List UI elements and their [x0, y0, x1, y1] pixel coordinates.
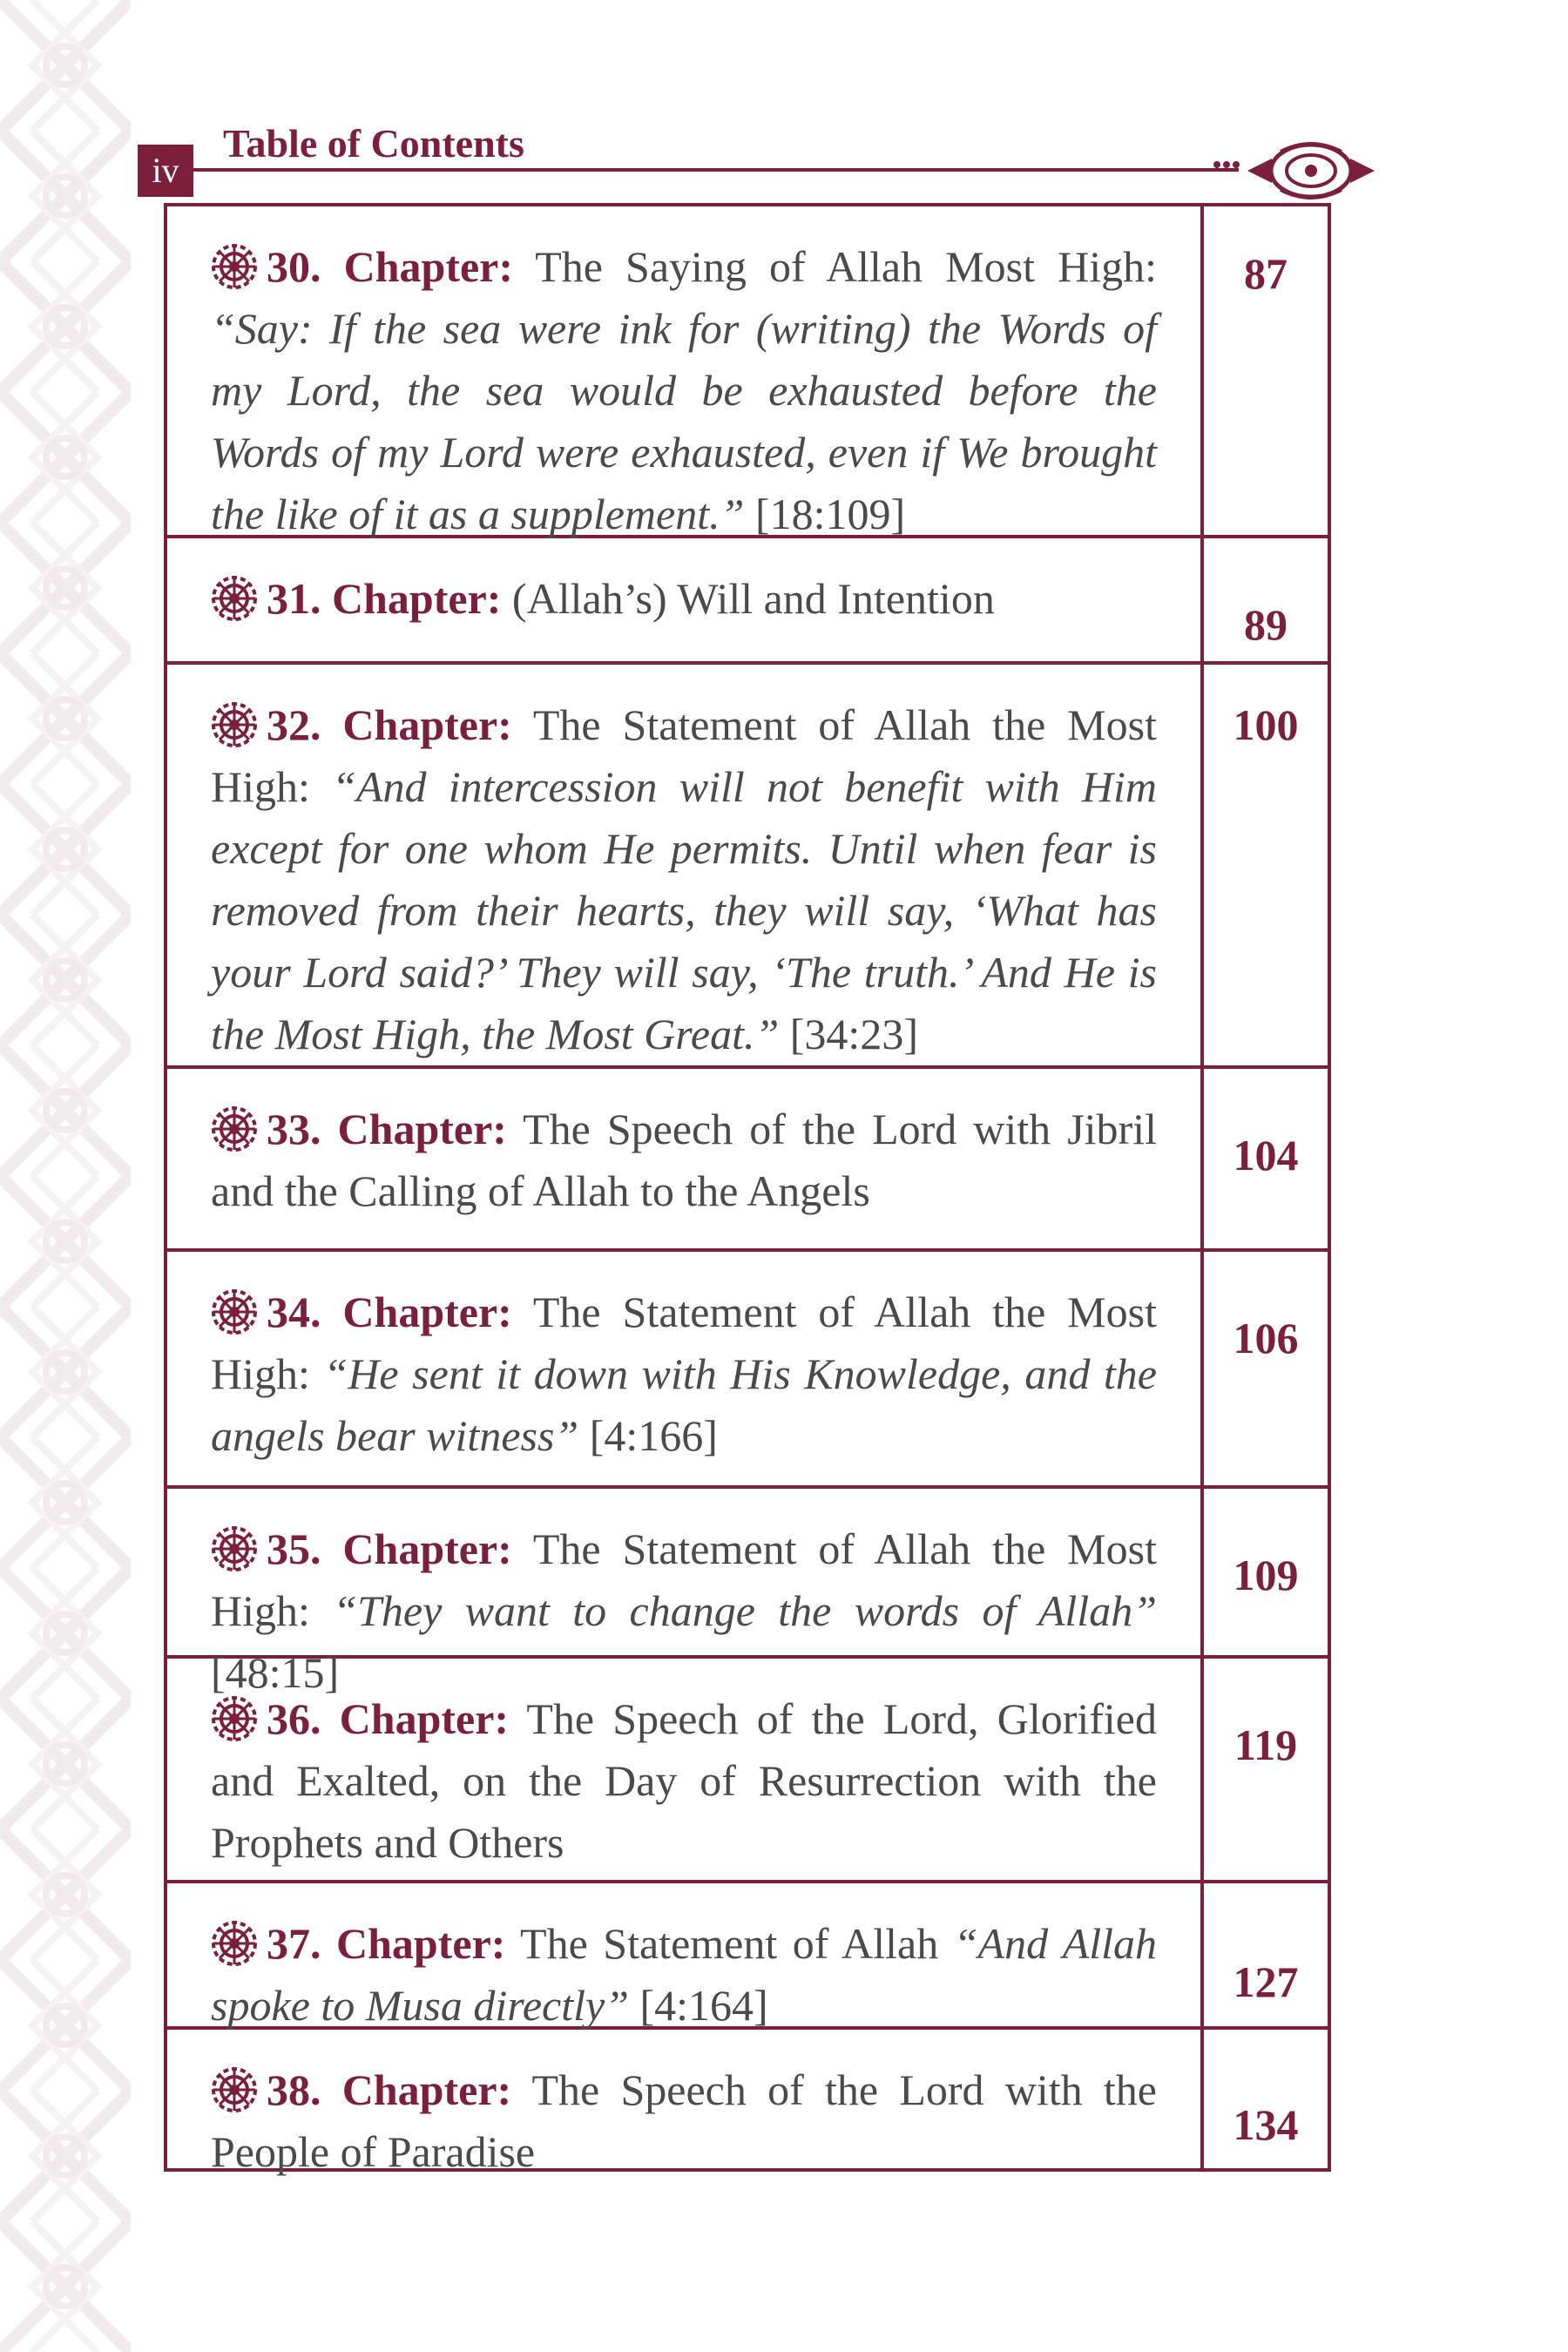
toc-row[interactable] [167, 206, 1328, 538]
chapter-number: 31. [267, 574, 321, 623]
toc-row[interactable] [167, 1252, 1328, 1489]
toc-entry-title [167, 1883, 1204, 2030]
chapter-reference: [4:166] [589, 1411, 718, 1460]
chapter-reference: [4:164] [639, 1981, 768, 2030]
chapter-number: 35. [267, 1524, 321, 1573]
page-number: 100 [1233, 700, 1299, 749]
toc-page-cell [1204, 538, 1328, 661]
toc-row[interactable] [167, 1069, 1328, 1252]
flower-ornament-icon [211, 1105, 258, 1152]
chapter-quote: “Say: If the sea were ink for (writing) the Words of my Lord, the sea would be exhausted before the Words of my Lord were exhausted, even if We brought the like of it as a supplement.” [211, 304, 1157, 538]
page-title: Table of Contents [223, 121, 524, 166]
chapter-reference: [48:15] [211, 1648, 340, 1697]
header-ornament-icon [1246, 139, 1376, 202]
toc-entry-title [167, 1069, 1204, 1248]
chapter-number: 37. [267, 1919, 321, 1968]
flower-ornament-icon [211, 701, 258, 748]
flower-ornament-icon [211, 243, 258, 290]
chapter-text: The Saying of Allah Most High: [535, 242, 1157, 291]
chapter-label: Chapter: [341, 2065, 512, 2114]
toc-entry-title [167, 1659, 1204, 1880]
toc-row[interactable] [167, 1489, 1328, 1697]
toc-row[interactable] [167, 2030, 1328, 2176]
chapter-number: 34. [267, 1288, 321, 1336]
toc-page-cell [1204, 206, 1328, 535]
chapter-label: Chapter: [342, 1524, 512, 1573]
toc-entry-title [167, 1252, 1204, 1485]
toc-entry-title [167, 206, 1204, 538]
header-divider [193, 168, 1239, 172]
page-number: 87 [1244, 249, 1288, 298]
flower-ornament-icon [211, 1920, 258, 1967]
flower-ornament-icon [211, 2066, 258, 2113]
toc-entry-title [167, 665, 1204, 1065]
toc-row[interactable] [167, 538, 1328, 665]
chapter-quote: “They want to change the words of Allah” [333, 1586, 1157, 1635]
chapter-label: Chapter: [336, 1919, 506, 1968]
flower-ornament-icon [211, 1695, 258, 1742]
chapter-text: The Statement of Allah the Most High: [211, 1524, 1157, 1635]
page-number: 104 [1233, 1131, 1299, 1179]
chapter-reference: [34:23] [789, 1010, 918, 1058]
toc-page-cell [1204, 1069, 1328, 1248]
toc-row[interactable] [167, 665, 1328, 1069]
toc-table [164, 203, 1331, 2176]
page-number: 119 [1233, 1720, 1298, 1769]
toc-entry-title [167, 1489, 1204, 1697]
toc-row[interactable] [167, 1659, 1328, 1883]
flower-ornament-icon [211, 1288, 258, 1335]
chapter-label: Chapter: [343, 242, 514, 291]
toc-page-cell [1204, 1489, 1328, 1655]
chapter-quote: “And Allah spoke to Musa directly” [211, 1919, 1158, 2030]
chapter-label: Chapter: [342, 700, 512, 749]
chapter-number: 38. [267, 2065, 321, 2114]
chapter-text: The Statement of Allah the Most High: [211, 700, 1157, 811]
toc-page-cell [1204, 1252, 1328, 1485]
chapter-text: The Statement of Allah [520, 1919, 939, 1968]
chapter-text: The Speech of the Lord with the People of Paradise [211, 2065, 1157, 2176]
toc-entry-title [167, 2030, 1204, 2176]
decorative-border-pattern [0, 0, 131, 2352]
chapter-number: 36. [267, 1694, 321, 1743]
chapter-reference: [18:109] [754, 490, 906, 538]
toc-page-cell [1204, 2030, 1328, 2168]
chapter-number: 30. [267, 242, 321, 291]
chapter-quote: “He sent it down with His Knowledge, and the angels bear witness” [211, 1349, 1158, 1460]
chapter-label: Chapter: [342, 1288, 512, 1336]
page-number: 127 [1233, 1957, 1299, 2006]
chapter-number: 32. [267, 700, 321, 749]
page-number: 89 [1244, 600, 1288, 649]
chapter-number: 33. [267, 1105, 321, 1153]
toc-page-cell [1204, 1883, 1328, 2026]
chapter-text: The Speech of the Lord with Jibril and the Calling of Allah to the Angels [211, 1105, 1157, 1215]
toc-entry-title [167, 538, 1204, 661]
header-dots-ornament [1213, 159, 1247, 170]
chapter-label: Chapter: [337, 1105, 507, 1153]
page-number: 134 [1233, 2100, 1299, 2149]
flower-ornament-icon [211, 575, 258, 622]
chapter-text: The Statement of Allah the Most High: [211, 1288, 1157, 1398]
toc-page-cell [1204, 665, 1328, 1065]
page-number: 109 [1233, 1551, 1299, 1599]
page-number: 106 [1233, 1314, 1299, 1362]
chapter-text: (Allah’s) Will and Intention [511, 574, 995, 623]
page-number-badge: iv [138, 145, 193, 197]
toc-page-cell [1204, 1659, 1328, 1880]
toc-row[interactable] [167, 1883, 1328, 2030]
chapter-quote: “And intercession will not benefit with Him except for one whom He permits. Until when fear is removed from their hearts, they will say, ‘What has your Lord said?’ They will say, ‘The truth.’ And He is the Most High, the Most Great.” [211, 762, 1157, 1058]
chapter-label: Chapter: [332, 574, 502, 623]
chapter-text: The Speech of the Lord, Glorified and Exalted, on the Day of Resurrection with the Prophets and Others [211, 1694, 1157, 1867]
chapter-label: Chapter: [339, 1694, 510, 1743]
flower-ornament-icon [211, 1525, 258, 1572]
